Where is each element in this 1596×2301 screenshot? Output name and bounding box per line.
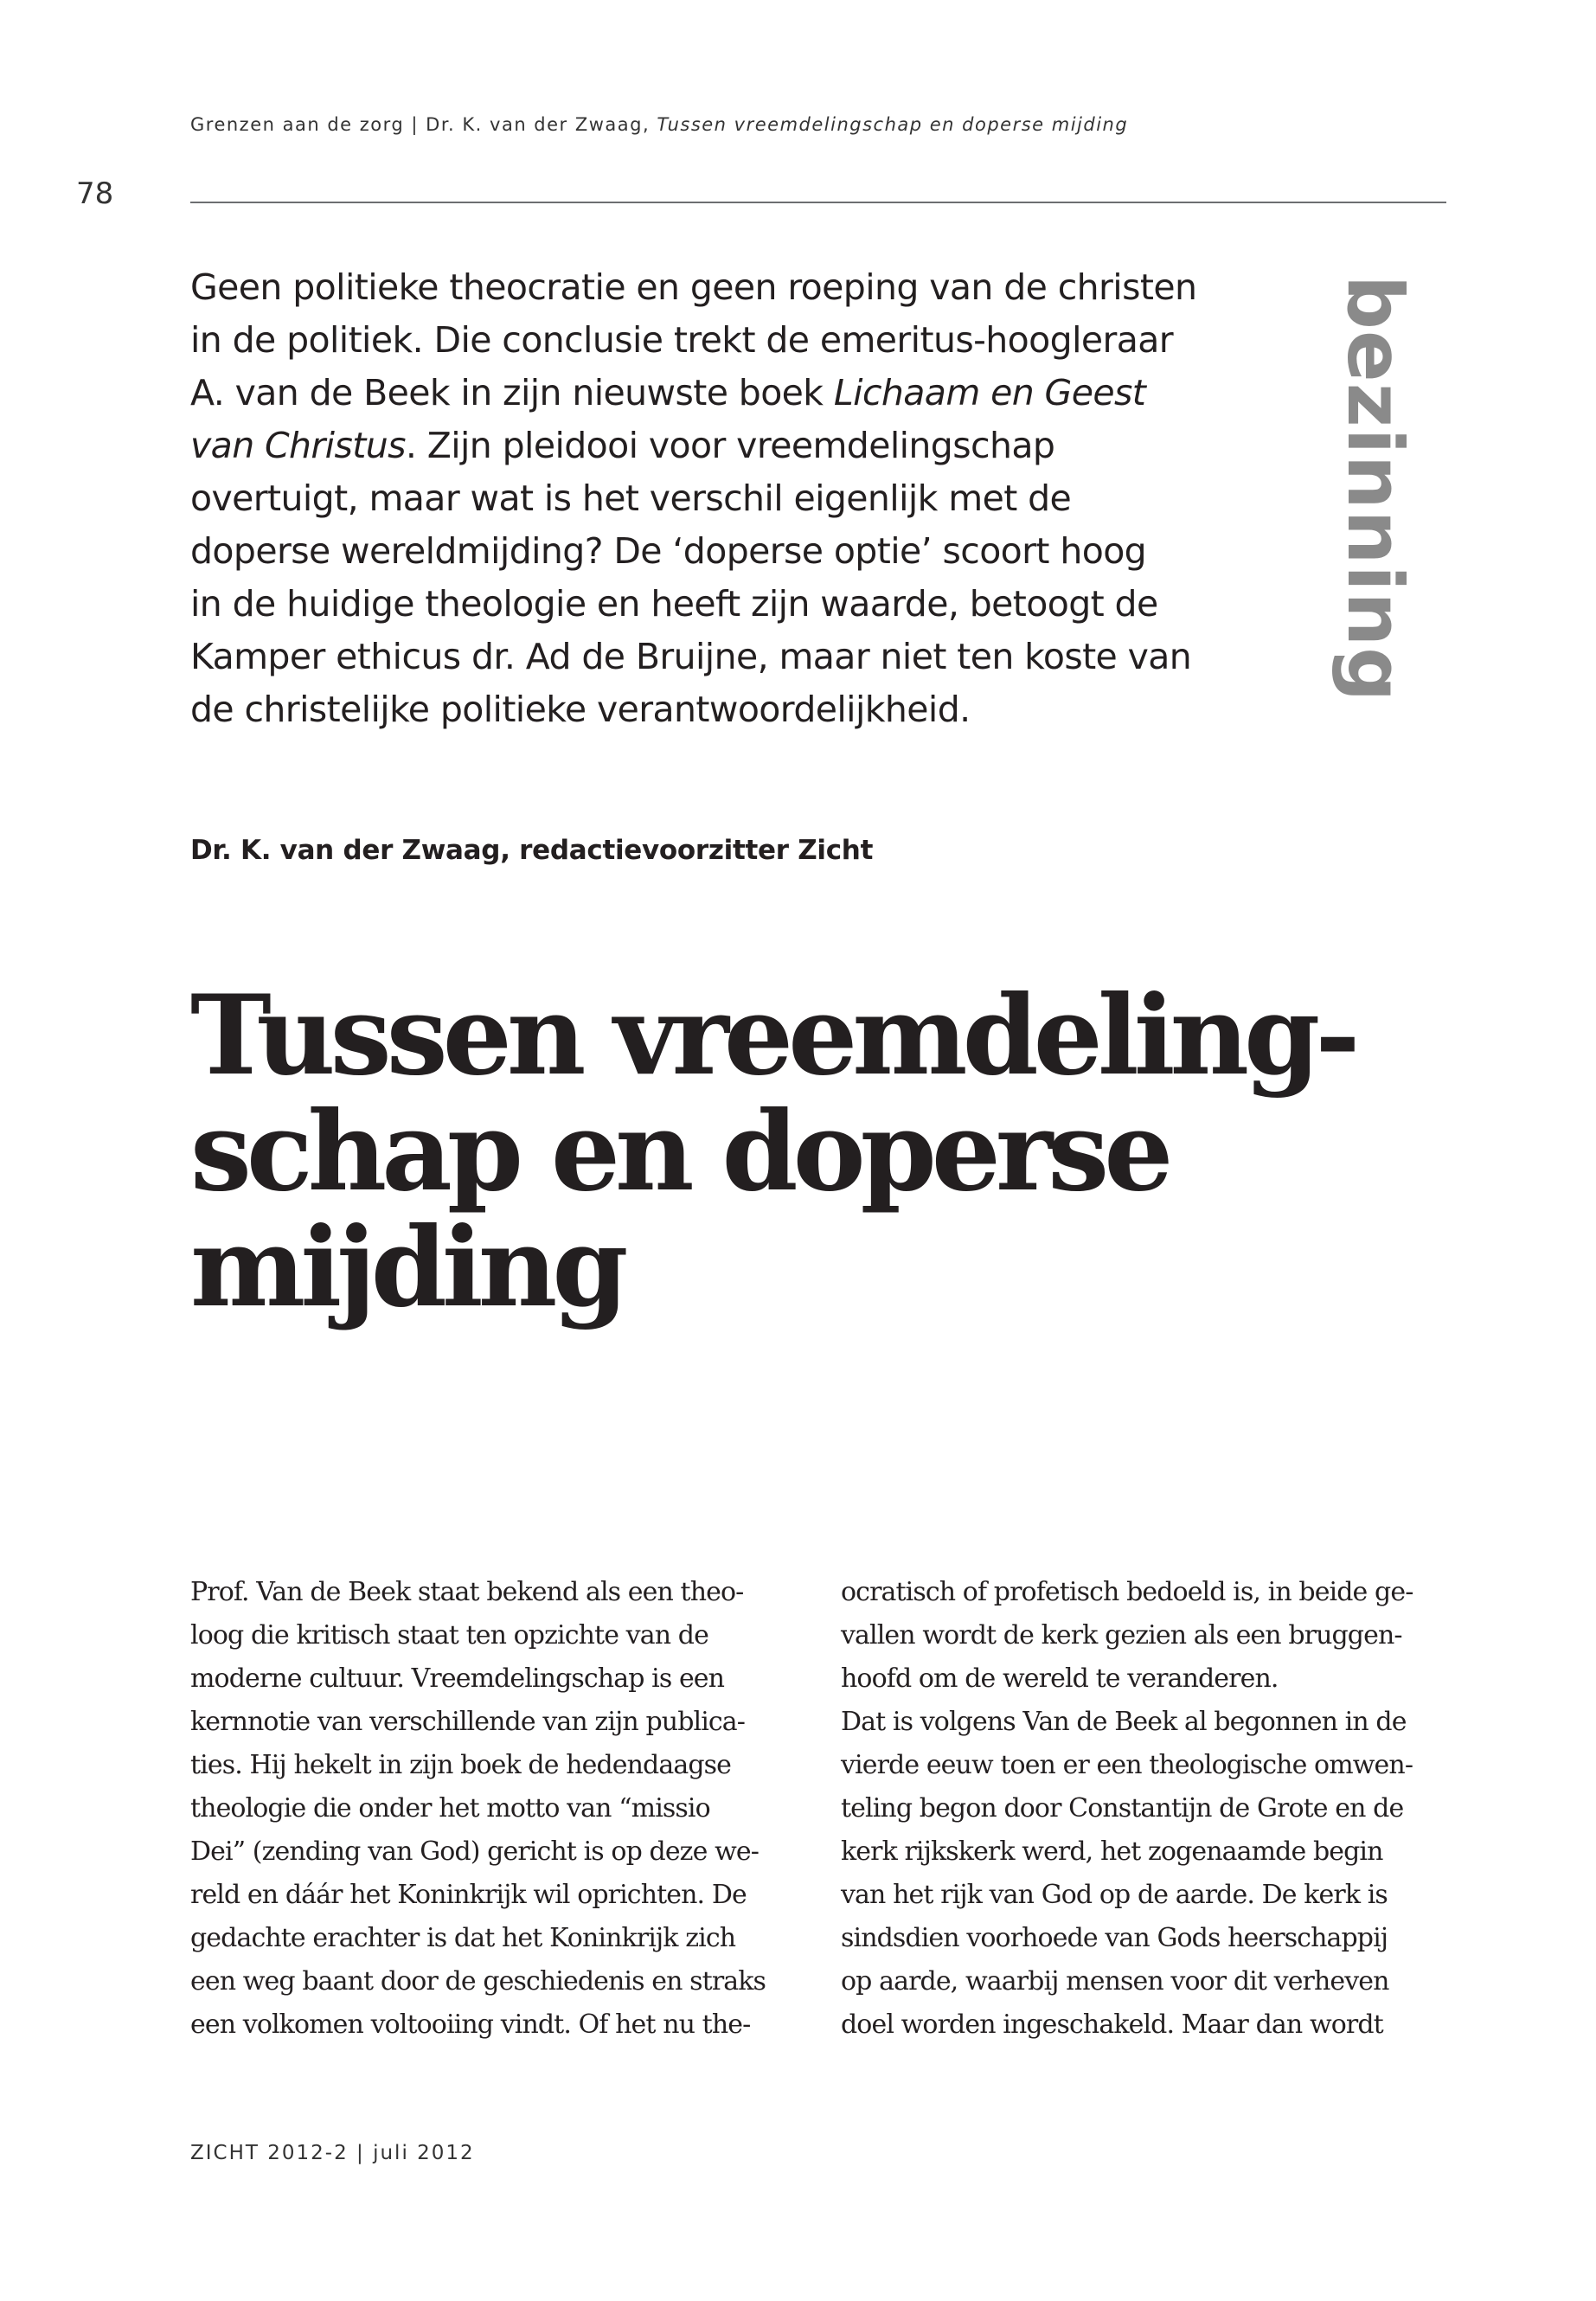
body-line: op aarde, waarbij mensen voor dit verheven bbox=[841, 1966, 1389, 1997]
footer-issue: ZICHT 2012-2 | juli 2012 bbox=[190, 2142, 475, 2164]
section-label: bezinning bbox=[1330, 275, 1420, 703]
running-head-author: Dr. K. van der Zwaag, bbox=[426, 114, 651, 135]
title-line: mijding bbox=[190, 1203, 624, 1331]
running-head-title: Tussen vreemdelingschap en doperse mijding bbox=[657, 114, 1129, 135]
intro-line: overtuigt, maar wat is het verschil eigenlijk met de bbox=[190, 478, 1072, 519]
body-line: ties. Hij hekelt in zijn boek de hedendaagse bbox=[190, 1750, 731, 1780]
body-column-right bbox=[841, 1571, 1448, 2047]
author-byline: Dr. K. van der Zwaag, redactievoorzitter Zicht bbox=[190, 835, 874, 866]
body-line: theologie die onder het motto van “missio bbox=[190, 1793, 710, 1823]
body-line: ocratisch of profetisch bedoeld is, in beide ge- bbox=[841, 1577, 1413, 1607]
body-line: gedachte erachter is dat het Koninkrijk zich bbox=[190, 1923, 736, 1953]
body-line: vallen wordt de kerk gezien als een bruggen- bbox=[841, 1620, 1402, 1650]
body-line: een volkomen voltooiing vindt. Of het nu the- bbox=[190, 2009, 751, 2040]
intro-line-text: . Zijn pleidooi voor vreemdelingschap bbox=[405, 425, 1055, 466]
page-number: 78 bbox=[76, 176, 114, 211]
body-line: sindsdien voorhoede van Gods heerschappij bbox=[841, 1923, 1388, 1953]
body-line: loog die kritisch staat ten opzichte van de bbox=[190, 1620, 708, 1650]
body-line: hoofd om de wereld te veranderen. bbox=[841, 1663, 1279, 1694]
intro-line: de christelijke politieke verantwoordelijkheid. bbox=[190, 689, 971, 730]
intro-line-text: A. van de Beek in zijn nieuwste boek bbox=[190, 372, 824, 413]
book-title-part-1: Lichaam en Geest bbox=[833, 372, 1146, 413]
intro-line: in de politiek. Die conclusie trekt de emeritus-hoogleraar bbox=[190, 319, 1174, 361]
body-line: een weg baant door de geschiedenis en straks bbox=[190, 1966, 766, 1997]
article-title bbox=[190, 971, 1419, 1331]
intro-line: doperse wereldmijding? De ‘doperse optie’ scoort hoog bbox=[190, 530, 1147, 572]
body-line: van het rijk van God op de aarde. De kerk is bbox=[841, 1880, 1388, 1910]
title-line: schap en doperse bbox=[190, 1087, 1169, 1215]
body-line: Dei” (zending van God) gericht is op deze we- bbox=[190, 1836, 759, 1867]
body-line: reld en dáár het Koninkrijk wil oprichten. De bbox=[190, 1880, 747, 1910]
intro-line: in de huidige theologie en heeft zijn waarde, betoogt de bbox=[190, 583, 1158, 625]
intro-paragraph bbox=[190, 261, 1197, 736]
body-line: vierde eeuw toen er een theologische omwen- bbox=[841, 1750, 1413, 1780]
body-line: moderne cultuur. Vreemdelingschap is een bbox=[190, 1663, 725, 1694]
running-head-section: Grenzen aan de zorg bbox=[190, 114, 405, 135]
intro-line: Kamper ethicus dr. Ad de Bruijne, maar niet ten koste van bbox=[190, 636, 1192, 677]
body-line: teling begon door Constantijn de Grote en de bbox=[841, 1793, 1404, 1823]
intro-line bbox=[190, 367, 1168, 420]
body-line: Dat is volgens Van de Beek al begonnen in de bbox=[841, 1707, 1407, 1737]
header-rule bbox=[190, 202, 1446, 203]
intro-line bbox=[190, 420, 1168, 472]
body-line: kerk rijkskerk werd, het zogenaamde begin bbox=[841, 1836, 1383, 1867]
title-line: Tussen vreemdeling- bbox=[190, 971, 1356, 1099]
book-title-part-2: van Christus bbox=[190, 425, 406, 466]
running-head-separator: | bbox=[411, 114, 419, 135]
intro-line: Geen politieke theocratie en geen roeping van de christen bbox=[190, 266, 1197, 308]
running-head bbox=[190, 114, 1128, 135]
body-line: doel worden ingeschakeld. Maar dan wordt bbox=[841, 2009, 1383, 2040]
body-line: Prof. Van de Beek staat bekend als een theo- bbox=[190, 1577, 744, 1607]
body-column-left bbox=[190, 1571, 798, 2047]
body-line: kernnotie van verschillende van zijn publica- bbox=[190, 1707, 746, 1737]
